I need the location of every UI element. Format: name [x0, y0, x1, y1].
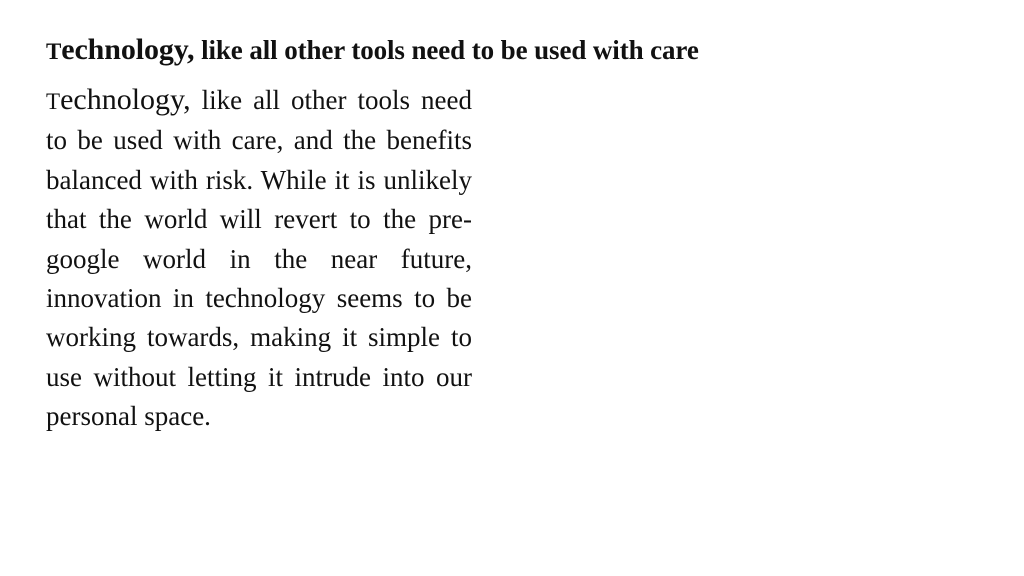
body-rest: like all other tools need to be used with care, and the benefits balanced with risk. While it is unlikely that the world will revert to the pre-google world in the near future, innovation in technology seems to be working towards, making it simple to use without letting it intrude into our personal space. [46, 85, 472, 432]
body-paragraph [46, 80, 472, 437]
title-lead-word: echnology, [61, 33, 195, 66]
title-rest: like all other tools need to be used with care [194, 35, 699, 65]
title-first-letter: T [46, 39, 62, 64]
body-first-letter: T [46, 89, 61, 114]
body-lead-word: echnology, [60, 83, 191, 116]
slide-title [46, 30, 699, 72]
